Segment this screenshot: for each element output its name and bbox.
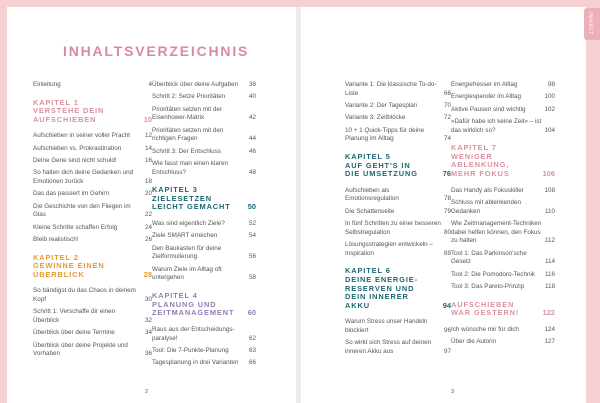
chapter-title-line: KAPITEL 1 — [33, 97, 79, 107]
chapter-title — [33, 254, 141, 280]
toc-entry-page: 80 — [443, 228, 451, 236]
chapter-title-line: DEINE ENERGIE- — [345, 275, 418, 285]
toc-entry[interactable] — [33, 236, 152, 245]
toc-entry-page: 100 — [544, 93, 555, 101]
chapter-page: 94 — [442, 300, 451, 310]
toc-entry-title: Aufschieben vs. Prokrastination — [33, 144, 122, 152]
toc-entry-title: Wie fasst man einen klaren Entschluss? — [152, 159, 228, 176]
toc-entry[interactable] — [152, 232, 256, 241]
toc-entry-title: Bleib realistisch! — [33, 235, 79, 243]
toc-entry-title: Variante 3: Zeitblöcke — [345, 114, 406, 122]
toc-entry-title: Prioritäten setzen mit den richtigen Fragen — [152, 126, 224, 143]
toc-entry-page: 89 — [443, 249, 451, 257]
toc-entry[interactable] — [33, 169, 152, 186]
toc-entry-title: Tool: Die 7-Punkte-Planung — [152, 346, 229, 354]
toc-entry-title: Überblick über deine Aufgaben — [152, 81, 239, 88]
toc-entry-page: 48 — [248, 168, 256, 176]
inhalt-tab[interactable] — [584, 8, 600, 40]
toc-entry-page: 102 — [544, 105, 555, 113]
toc-entry-page: 20 — [144, 190, 152, 198]
chapter-title-line: KAPITEL 6 — [345, 266, 391, 276]
toc-entry[interactable] — [152, 326, 256, 343]
toc-entry-title: So halten dich deine Gedanken und Emotionen zurück — [33, 169, 134, 186]
toc-entry[interactable] — [152, 245, 256, 262]
chapter-title-line: AUFSCHIEBEN — [451, 299, 515, 309]
chapter-title-line: KAPITEL 7 — [451, 143, 497, 153]
toc-entry-page: 97 — [443, 348, 451, 356]
toc-entry-title: Variante 2: Der Tagesplan — [345, 102, 418, 109]
toc-entry[interactable] — [345, 318, 451, 335]
chapter-heading[interactable] — [345, 267, 451, 310]
toc-column-2 — [152, 81, 256, 368]
toc-entry[interactable] — [451, 118, 555, 135]
toc-entry-page: 108 — [544, 186, 555, 194]
toc-entry-title: Über die Autorin — [451, 338, 497, 346]
toc-entry-page: 34 — [144, 329, 152, 337]
toc-entry[interactable] — [152, 127, 256, 144]
chapter-title — [345, 153, 440, 179]
chapter-title — [33, 99, 141, 125]
toc-entry-title: So bändigst du das Chaos in deinem Kopf — [33, 287, 136, 304]
toc-entry-title: Schritt 1: Verschaffe dir einen Überblick — [33, 308, 116, 325]
page-number-left: 2 — [145, 389, 149, 395]
toc-entry-page: 26 — [144, 235, 152, 243]
chapter-title-line: AUFSCHIEBEN — [33, 114, 97, 124]
toc-entry-page: 30 — [144, 296, 152, 304]
toc-entry[interactable] — [451, 250, 555, 267]
toc-entry-page: 79 — [443, 207, 451, 215]
chapter-title-line: ZIELESETZEN — [152, 193, 212, 203]
toc-entry[interactable] — [345, 102, 451, 111]
toc-entry-title: Das Handy als Fokuskiller — [451, 186, 524, 194]
chapter-title-line: ZEITMANAGEMENT — [152, 308, 235, 318]
toc-entry[interactable] — [451, 187, 555, 196]
chapter-title-line: KAPITEL 5 — [345, 152, 391, 161]
toc-entry-title: Schritt 3: Der Entschluss — [152, 147, 221, 155]
toc-entry-title: »Dafür habe ich keine Zeit« – ist das wirklich so? — [451, 117, 542, 134]
chapter-title-line: DIE UMSETZUNG — [345, 169, 418, 179]
chapter-page: 76 — [442, 169, 451, 179]
chapter-title-line: RESERVEN UND — [345, 283, 415, 293]
right-page — [301, 7, 586, 403]
toc-entry-title: Deine Gene sind nicht schuld! — [33, 157, 117, 165]
toc-entry-title: Ziele SMART erreichen — [152, 232, 218, 240]
chapter-title-line: PLANUNG UND — [152, 299, 217, 309]
toc-entry-title: Kleine Schritte schaffen Erfolg — [33, 223, 118, 231]
toc-entry-page: 124 — [544, 325, 555, 333]
toc-entry[interactable] — [33, 308, 152, 325]
chapter-title-line: WENIGER — [451, 151, 493, 161]
chapter-title-line: VERSTEHE DEIN — [33, 106, 105, 116]
toc-entry-page: 74 — [443, 135, 451, 143]
inhalt-tab-label: INHALT — [587, 12, 593, 36]
toc-entry-title: Was sind eigentlich Ziele? — [152, 220, 225, 228]
chapter-title-line: WAR GESTERN! — [451, 308, 520, 318]
toc-entry-title: Wie Zeitmanagement-Techniken dabei helfen können, den Fokus zu halten — [451, 219, 542, 245]
page-title: INHALTSVERZEICHNIS — [63, 43, 250, 59]
chapter-title — [345, 267, 440, 310]
toc-entry-title: Warum Ziele im Alltag oft untergehen — [152, 265, 222, 282]
toc-entry-page: 52 — [248, 220, 256, 228]
chapter-title-line: AKKU — [345, 300, 370, 310]
toc-entry-title: Tool 2: Die Pomodoro-Technik — [451, 270, 535, 278]
toc-entry-page: 118 — [544, 282, 555, 290]
chapter-title-line: AUF GEHT'S IN — [345, 160, 411, 170]
toc-entry-page: 42 — [248, 114, 256, 122]
toc-column-3 — [345, 81, 451, 357]
toc-entry-page: 58 — [248, 274, 256, 282]
toc-entry-title: Warum Stress unser Handeln blockiert — [345, 318, 428, 335]
toc-entry-page: 32 — [144, 317, 152, 325]
toc-entry-page: 16 — [144, 157, 152, 165]
toc-entry[interactable] — [451, 283, 555, 292]
toc-entry-page: 38 — [248, 81, 256, 88]
chapter-heading[interactable] — [451, 144, 555, 178]
toc-entry-title: Den Baukasten für deine Zielformulierung — [152, 244, 222, 261]
chapter-heading[interactable] — [152, 292, 256, 318]
toc-column-4 — [451, 81, 555, 347]
toc-entry[interactable] — [33, 329, 152, 338]
chapter-title-line: MEHR FOKUS — [451, 169, 510, 179]
toc-entry[interactable] — [345, 241, 451, 258]
chapter-title-line: ÜBERBLICK — [33, 269, 85, 279]
toc-entry-title: Tagesplanung in drei Varianten — [152, 359, 239, 367]
toc-entry-title: Tool 1: Das Parkinson'sche Gesetz — [451, 249, 527, 266]
toc-entry[interactable] — [152, 93, 256, 102]
toc-entry[interactable] — [345, 208, 451, 217]
toc-entry-title: Lösungsstrategien entwickeln – Inspiration — [345, 241, 433, 257]
toc-entry-page: 104 — [544, 126, 555, 134]
toc-entry-title: Aufschieben in seiner voller Pracht — [33, 132, 130, 140]
toc-entry-page: 12 — [144, 132, 152, 140]
toc-entry[interactable] — [33, 145, 152, 154]
toc-entry-title: 10 + 1 Quick-Tipps für deine Planung im Alltag — [345, 126, 425, 143]
toc-entry-page: 4 — [148, 81, 152, 88]
toc-entry[interactable] — [451, 106, 555, 115]
toc-entry[interactable] — [451, 326, 555, 335]
toc-entry[interactable] — [345, 127, 451, 144]
toc-entry[interactable] — [345, 187, 451, 204]
left-page — [7, 7, 296, 403]
toc-entry-page: 56 — [248, 253, 256, 261]
chapter-heading[interactable] — [152, 186, 256, 212]
page-number-right: 3 — [451, 389, 455, 395]
chapter-heading[interactable] — [33, 99, 152, 125]
toc-entry-page: 66 — [443, 89, 451, 97]
toc-entry[interactable] — [33, 157, 152, 166]
toc-entry-title: In fünf Schritten zu einer besseren Selbstregulation — [345, 220, 441, 236]
toc-entry[interactable] — [451, 81, 555, 90]
toc-entry[interactable] — [345, 220, 451, 237]
toc-entry-title: Raus aus der Entscheidungs-paralyse! — [152, 325, 235, 342]
toc-column-1 — [33, 81, 152, 359]
chapter-page: 60 — [247, 308, 256, 318]
chapter-title — [152, 186, 245, 212]
toc-entry-title: Energiefresser im Alltag — [451, 81, 518, 88]
chapter-heading[interactable] — [451, 301, 555, 318]
toc-entry[interactable] — [152, 160, 256, 177]
toc-entry-title: Energiespender im Alltag — [451, 93, 522, 101]
toc-entry[interactable] — [152, 266, 256, 283]
toc-entry-title: Die Schattenseite — [345, 207, 395, 215]
chapter-title-line: ABLENKUNG, — [451, 160, 510, 170]
toc-entry[interactable] — [451, 220, 555, 246]
chapter-title — [152, 292, 245, 318]
toc-entry-page: 70 — [443, 102, 451, 109]
toc-entry-page: 14 — [144, 144, 152, 152]
toc-entry[interactable] — [451, 338, 555, 347]
toc-entry[interactable] — [152, 106, 256, 123]
toc-entry-page: 54 — [248, 232, 256, 240]
toc-entry-page: 127 — [544, 338, 555, 346]
toc-entry[interactable] — [33, 342, 152, 359]
chapter-title — [451, 301, 540, 318]
toc-entry[interactable] — [152, 81, 256, 90]
toc-entry[interactable] — [152, 220, 256, 229]
chapter-heading[interactable] — [345, 153, 451, 179]
toc-entry-page: 114 — [544, 258, 555, 266]
toc-entry-title: Aufschieben als Emotionsregulation — [345, 186, 399, 203]
chapter-page: 10 — [143, 114, 152, 124]
toc-entry[interactable] — [33, 203, 152, 220]
chapter-title — [451, 144, 540, 178]
toc-entry[interactable] — [152, 347, 256, 356]
toc-entry-title: Schritt 2: Setze Prioritäten — [152, 93, 226, 101]
chapter-title-line: KAPITEL 3 — [152, 185, 198, 195]
toc-entry-title: Einleitung — [33, 81, 61, 88]
toc-entry-page: 96 — [443, 327, 451, 335]
toc-entry[interactable] — [345, 114, 451, 123]
toc-entry-title: Aktive Pausen sind wichtig — [451, 105, 526, 113]
toc-entry-page: 66 — [248, 359, 256, 367]
toc-entry-title: Überblick über deine Termine — [33, 329, 115, 337]
chapter-page: 122 — [542, 308, 555, 318]
toc-entry-page: 46 — [248, 147, 256, 155]
toc-entry[interactable] — [33, 81, 152, 90]
toc-entry-page: 116 — [544, 270, 555, 278]
toc-entry-page: 24 — [144, 223, 152, 231]
toc-entry-page: 40 — [248, 93, 256, 101]
toc-entry-page: 110 — [544, 207, 555, 215]
toc-entry[interactable] — [451, 199, 555, 216]
chapter-page: 50 — [247, 202, 256, 212]
toc-entry-page: 44 — [248, 135, 256, 143]
toc-entry-title: Schluss mit ablenkenden Gedanken — [451, 198, 522, 215]
chapter-page: 106 — [542, 169, 555, 179]
toc-entry-page: 22 — [144, 211, 152, 219]
toc-entry-page: 63 — [248, 346, 256, 354]
toc-entry[interactable] — [345, 81, 451, 98]
toc-entry-title: Das das passiert im Gehirn — [33, 190, 109, 198]
toc-entry-page: 62 — [248, 334, 256, 342]
toc-entry-title: So wirkt sich Stress auf deinen inneren Akku aus — [345, 339, 432, 356]
chapter-page: 28 — [143, 269, 152, 279]
toc-entry-title: Tool 3: Das Pareto-Prinzip — [451, 282, 525, 290]
toc-entry[interactable] — [33, 224, 152, 233]
toc-entry-title: Variante 1: Die klassische To-do-Liste — [345, 81, 437, 97]
toc-entry[interactable] — [33, 190, 152, 199]
toc-entry-page: 36 — [144, 350, 152, 358]
toc-entry[interactable] — [33, 287, 152, 304]
toc-entry[interactable] — [345, 339, 451, 356]
toc-entry-page: 112 — [544, 237, 555, 245]
toc-entry-title: Ich wünsche mir für dich — [451, 325, 519, 333]
toc-entry[interactable] — [451, 93, 555, 102]
toc-entry[interactable] — [33, 132, 152, 141]
chapter-heading[interactable] — [33, 254, 152, 280]
chapter-title-line: DEIN INNERER — [345, 292, 409, 302]
toc-entry[interactable] — [152, 359, 256, 368]
toc-entry-page: 98 — [547, 81, 555, 88]
toc-entry[interactable] — [451, 271, 555, 280]
chapter-title-line: KAPITEL 4 — [152, 291, 198, 301]
toc-entry-title: Überblick über deine Projekte und Vorhaben — [33, 341, 128, 358]
toc-entry-title: Die Geschichte von den Fliegen im Glas — [33, 202, 131, 219]
chapter-title-line: GEWINNE EINEN — [33, 261, 105, 271]
toc-entry-title: Prioritäten setzen mit der Eisenhower-Matrix — [152, 105, 222, 122]
toc-entry-page: 78 — [443, 195, 451, 203]
toc-entry[interactable] — [152, 148, 256, 157]
chapter-title-line: LEICHT GEMACHT — [152, 202, 231, 212]
toc-entry-page: 18 — [144, 178, 152, 186]
chapter-title-line: KAPITEL 2 — [33, 252, 79, 262]
toc-entry-page: 72 — [443, 114, 451, 122]
